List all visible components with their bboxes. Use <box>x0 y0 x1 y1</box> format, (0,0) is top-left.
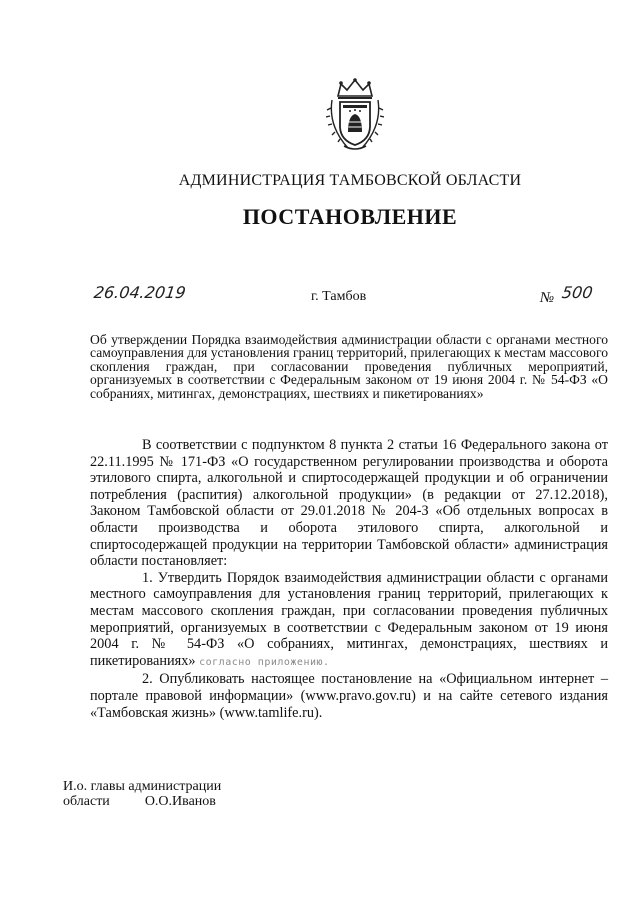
tambov-coat-of-arms-icon <box>326 78 384 152</box>
preamble-paragraph: В соответствии с подпунктом 8 пункта 2 статьи 16 Федерального закона от 22.11.1995 № 171-ФЗ «О государственном регулировании производства и оборота этилового спирта, алкогольной и спиртосодержащей продукции и об ограничении потребления (распития) алкогольной продукции» (в редакции от 27.12.2018), Законом Тамбовской области от 29.01.2018 № 204-З «Об отдельных вопросах в области производства и оборота этилового спирта, алкогольной и спиртосодержащей продукции на территории Тамбовской области» администрация области постановляет: <box>90 437 608 570</box>
item-2-paragraph: 2. Опубликовать настоящее постановление на «Официальном интернет – портале правовой информации» (www.pravo.gov.ru) и на сайте сетевого издания «Тамбовская жизнь» (www.tamlife.ru). <box>90 671 608 721</box>
handwritten-number: 500 <box>560 283 594 302</box>
document-type-heading: ПОСТАНОВЛЕНИЕ <box>242 204 458 229</box>
signatory-position: И.о. главы администрации <box>63 779 222 794</box>
city-label: г. Тамбов <box>311 289 367 304</box>
item-1-stamp: согласно приложению. <box>199 656 330 668</box>
item-1-text: 1. Утвердить Порядок взаимодействия администрации области с органами местного самоуправления для установления границ территорий, прилегающих к местам массового скопления граждан, при согласовании проведения публичных мероприятий, организуемых в соответствии с Федеральным законом от 19 июня 2004 г. № 54-ФЗ «О собраниях, митингах, демонстрациях, шествиях и пикетированиях» <box>90 569 608 669</box>
document-title <box>90 333 608 400</box>
document-body <box>90 437 608 721</box>
document-title-text: Об утверждении Порядка взаимодействия администрации области с органами местного самоуправления для установления границ территорий, прилегающих к местам массового скопления граждан, при согласовании проведения публичных мероприятий, организуемых в соответствии с Федеральным законом от 19 июня 2004 г. № 54-ФЗ «О собраниях, митингах, демонстрациях, шествиях и пикетированиях» <box>90 332 608 401</box>
signatory-line <box>63 794 221 809</box>
organization-name: АДМИНИСТРАЦИЯ ТАМБОВСКОЙ ОБЛАСТИ <box>178 172 522 189</box>
item-1-paragraph <box>90 570 608 672</box>
signature-block <box>63 779 221 809</box>
handwritten-date: 26.04.2019 <box>92 283 187 302</box>
signatory-position-cont: области <box>63 794 110 809</box>
number-label: № <box>540 290 555 306</box>
signatory-name: О.О.Иванов <box>144 794 216 809</box>
